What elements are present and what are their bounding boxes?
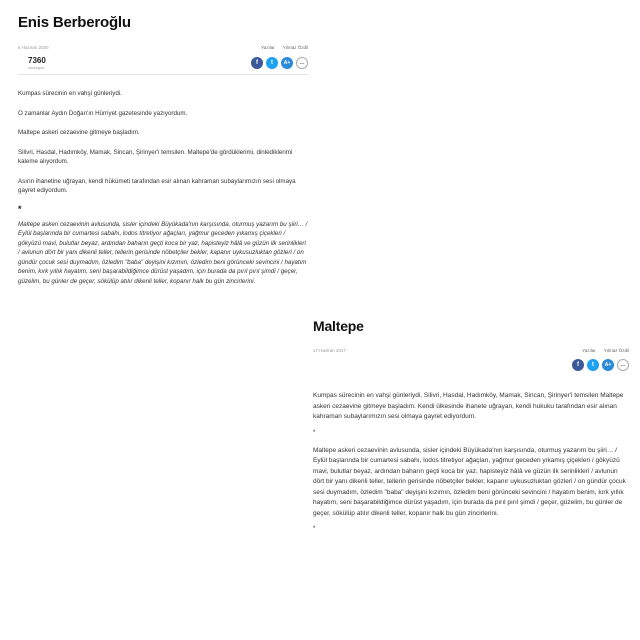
paragraph: O zamanlar Aydın Doğan'ın Hürriyet gazetesinde yazıyordum. [18,109,188,117]
paragraph: Asırın ihanetine uğrayan, kendi hükümeti tarafından esir alınan kahraman subaylarımızın sesi olmaya gayret ediyordum. [18,177,296,194]
article-meta [18,45,308,50]
article-title: Maltepe [313,318,364,334]
link-yazilar[interactable]: Yazılar [261,45,275,50]
separator: * [313,429,316,436]
view-count [18,56,46,70]
more-options-icon[interactable]: ... [296,57,308,69]
poem-paragraph: Maltepe askeri cezaevinin avlusunda, sisler içindeki Büyükada'nın karşısında, oturmuş yazarım bu şiiri… / Eylül başlarında bir cumartesi sabahı, lodos titretiyor ağaçları, yağmur geceden yıkamış çiçekleri / gökyüzü mavi, bulutlar beyaz, ardından baharın geçti koca bir yaz, hapisteyiz hâlâ ve güzün ilk serinlikleri / avlunun dört bir yanı dikenli teller, tellerin gerisinde nöbetçiler bekler, kapanır uykusuzluktan gözleri / on gündür çocuk sesi duymadım, özledim "baba" deyişini kızımın, özledim beni görünceki sevincini / hayatım benim, kırk yıllık hayatım, seni başarabildiğimce dürüst yaşadım, için burada da pırıl pırıl şimdi / geçer, güzelim, bu günler de geçer, sökülüp atılır dikenli teller, kopanır halk bu gün zincirlerini. [18,220,308,285]
stats-row [313,359,629,375]
font-size-icon[interactable]: A+ [602,359,614,371]
facebook-icon[interactable]: f [572,359,584,371]
separator-end: * [313,526,316,532]
link-author[interactable]: Yılmaz Özdil [282,45,308,50]
article-body [18,89,308,286]
article-body [313,391,629,532]
share-buttons [251,57,308,69]
separator: * [18,203,22,214]
link-author[interactable]: Yılmaz Özdil [603,348,629,353]
twitter-icon[interactable]: t [266,57,278,69]
share-buttons [572,359,629,371]
view-count-label: okunuyor [28,65,45,70]
article-title: Enis Berberoğlu [18,14,131,31]
article-links [582,348,629,353]
article-date: 6 Haziran 2020 [18,45,49,50]
paragraph: Maltepe askeri cezaevine gitmeye başladım. [18,129,140,136]
view-count-number: 7360 [28,56,46,65]
facebook-icon[interactable]: f [251,57,263,69]
link-yazilar[interactable]: Yazılar [582,348,596,353]
article-date: 17 Haziran 2017 [313,348,347,353]
article-enis-berberoglu [18,14,308,296]
twitter-icon[interactable]: t [587,359,599,371]
paragraph: Silivri, Hasdal, Hadımköy, Mamak, Sincan, Şirinyer'i temsilen. Maltepe'de gördüklerimi, dinlediklerimi kaleme alıyordum. [18,148,293,165]
stats-row [18,56,308,75]
font-size-icon[interactable]: A+ [281,57,293,69]
more-options-icon[interactable]: ... [617,359,629,371]
article-meta [313,348,629,353]
article-maltepe [313,318,629,542]
article-links [261,45,308,50]
poem-paragraph: Maltepe askeri cezaevinin avlusunda, sisler içindeki Büyükada'nın karşısında, oturmuş yazarım bu şiiri… / Eylül başlarında bir cumartesi sabahı, lodos titretiyor ağaçları, yağmur geceden yıkamış çiçekleri / gökyüzü mavi, bulutlar beyaz, ardından baharın geçti koca bir yaz, hapisteyiz hâlâ ve güzün ilk serinlikleri / avlunun dört bir yanı dikenli teller, tellerin gerisinde nöbetçiler bekler, kapanır uykusuzluktan gözleri / on gündür çocuk sesi duymadım, özledim "baba" deyişini kızımın, özledim beni görünceki sevincini / hayatım benim, kırk yıllık hayatım, seni başarabildiğimce dürüst yaşadım, için burada da pırıl pırıl şimdi / geçer, güzelim, bu günler de geçer, sökülüp atılır dikenli teller, kopanır halk bu gün zincirlerini. [313,446,626,517]
paragraph: Kumpas sürecinin en vahşi günleriydi, Silivri, Hasdal, Hadımköy, Mamak, Sincan, Şirinyer'i temsilen Maltepe askeri cezaevine gitmeye başladım. Kendi ülkesinde ihanete uğrayan, kendi hukuku tarafından esir alınan kahraman subaylarımızın sesi olmaya gayret ediyordum. [313,392,624,420]
paragraph: Kumpas sürecinin en vahşi günleriydi. [18,90,122,97]
